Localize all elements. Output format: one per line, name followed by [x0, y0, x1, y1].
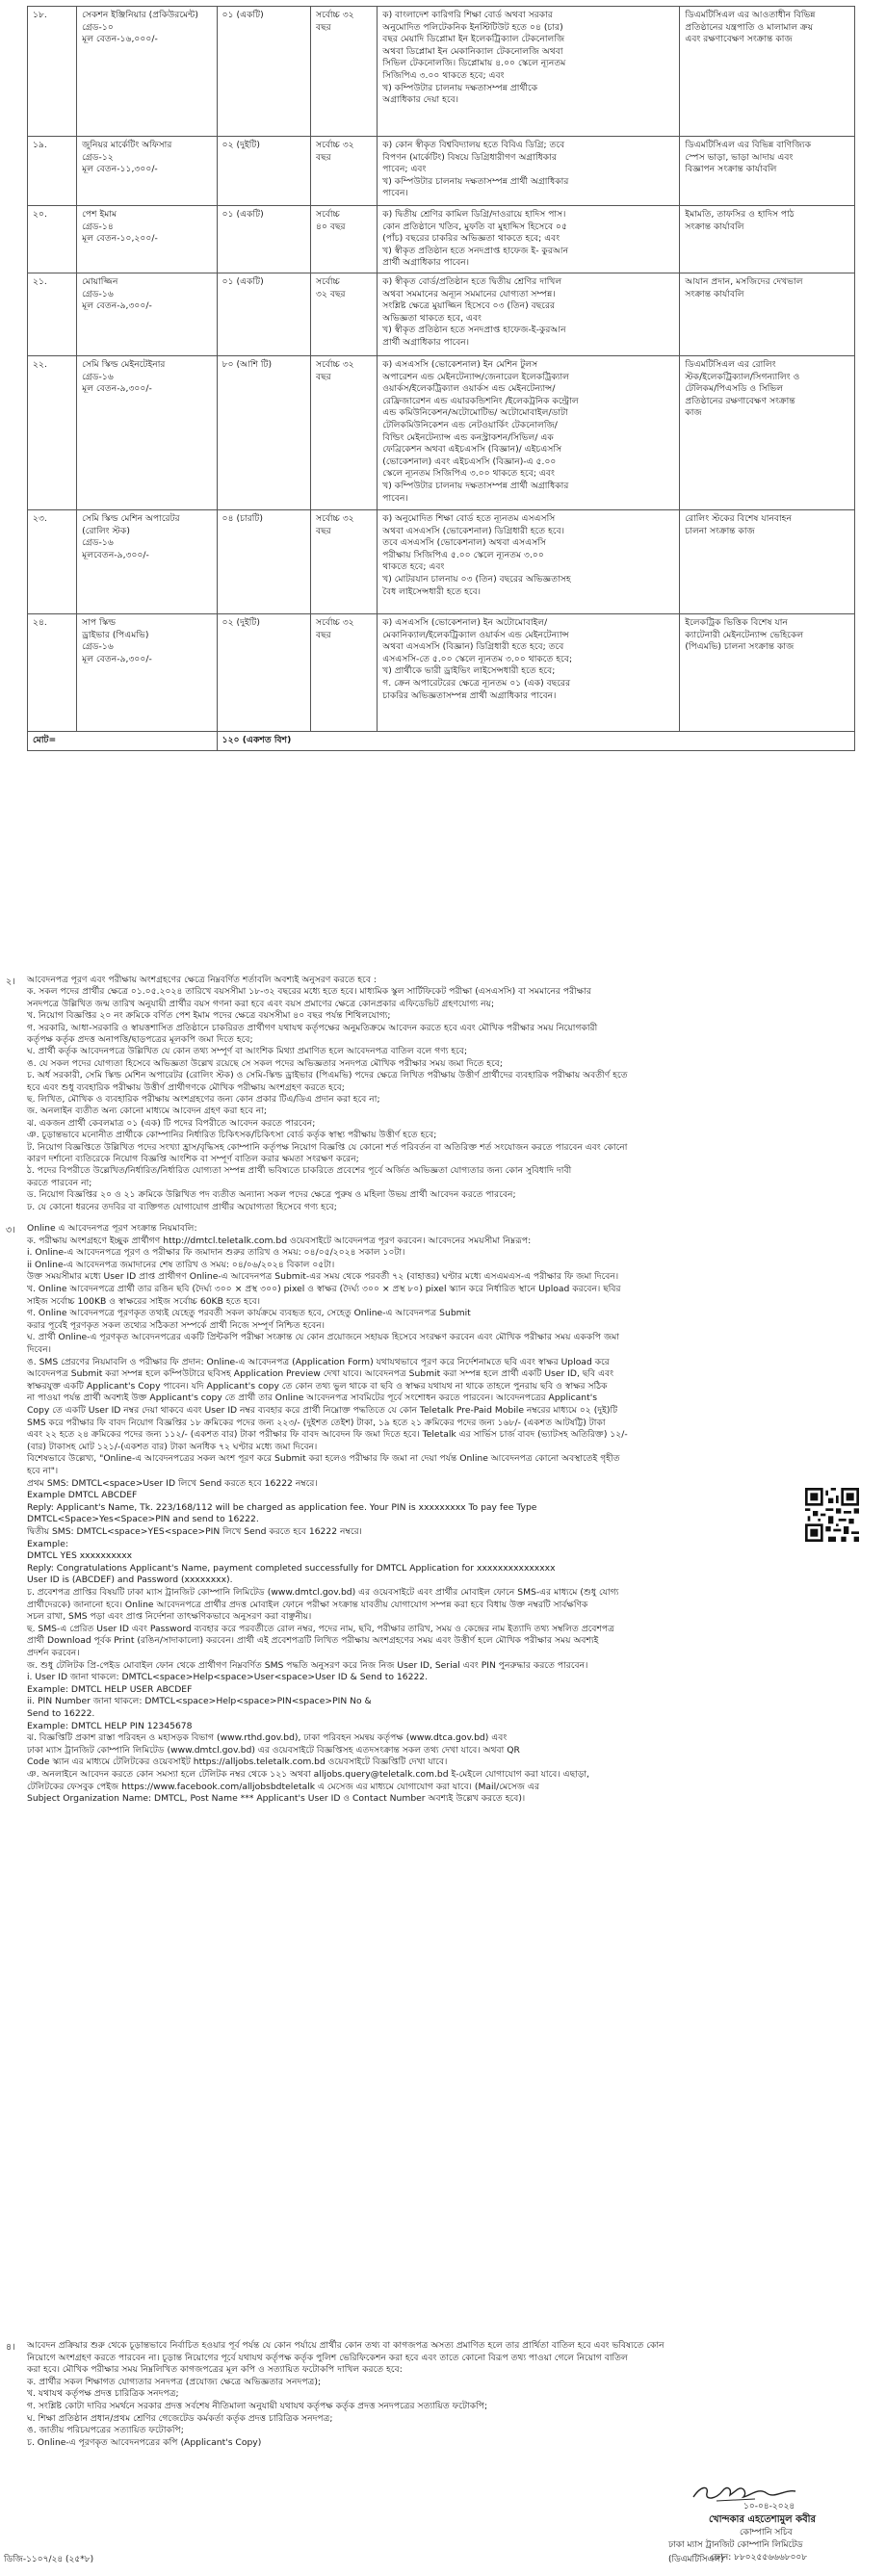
cell-line: মূল বেতন-৯,৩০০/- — [82, 653, 152, 664]
age-limit-cell — [311, 613, 378, 731]
instruction-line: ii Online-এ আবেদনপত্র জমাদানের শেষ তারিখ ও সময়: ০৪/০৬/২০২৪ বিকাল ০৫টা। — [27, 1259, 335, 1270]
duty-cell — [680, 137, 855, 206]
instruction-line: ঙ. SMS প্রেরণের নিয়মাবলি ও পরীক্ষার ফি প্রদান: Online-এ আবেদনপত্র (Application Form) যথাযথভাবে পূরণ করে নির্দেশনামতে ছবি এবং স্বাক্ষর Upload করে — [27, 1356, 610, 1367]
instruction-line: জ. শুধু টেলিটক প্রি-পেইড মোবাইল ফোন থেকে প্রার্থীগণ নিম্নবর্ণিত SMS পদ্ধতি অনুসরণ করে নিজ নিজ User ID, Serial এবং PIN পুনরুদ্ধার করতে পারবেন। — [27, 1659, 588, 1671]
instruction-line: ছ. SMS-এ প্রেরিত User ID এবং Password ব্যবহার করে পরবর্তীতে রোল নম্বর, পদের নাম, ছবি, পরীক্ষার তারিখ, সময় ও কেন্দ্রের নাম ইত্যাদি তথ্য সম্বলিত প্রবেশপত্র — [27, 1623, 614, 1634]
cell-line: স্পেস ভাড়া, ভাড়া আদায় এবং — [685, 151, 794, 163]
organization-name: ঢাকা ম্যাস ট্রানজিট কোম্পানি লিমিটেড (ডিএমটিসিএল) — [668, 2540, 803, 2564]
cell-line: সর্বোচ্চ ৩২ — [316, 10, 354, 20]
cell-line: তবে এসএসসি (ভোকেশনাল) অথবা এসএসসি — [382, 537, 546, 549]
cell-line: ক) বাংলাদেশ কারিগরি শিক্ষা বোর্ড অথবা সরকার — [382, 10, 553, 20]
instruction-line: DMTCL YES xxxxxxxxxx — [27, 1550, 133, 1562]
condition-line: গ. সরকারি, আধা-সরকারি ও স্বায়ত্তশাসিত প্রতিষ্ঠানে চাকরিরত প্রার্থীগণ যথাযথ কর্তৃপক্ষের অনুমতিক্রমে আবেদন করতে হবে এবং মৌখিক পরীক্ষার সময় নিয়োগকারী — [27, 1022, 598, 1033]
cell-line: গ্রেড-১৬ — [82, 641, 114, 653]
instruction-line: এবং ২২ হতে ২৪ ক্রমিকের পদের জন্য ১১২/- (একশত বার) টাকা পরীক্ষার ফি বাবদ আবেদন ফি জমা দিতে হবে। Teletalk এর সার্ভিস চার্জ বাবদ (ভ্যাটসহ অতিরিক্ত) ১২/- — [27, 1429, 628, 1441]
cell-line: গ্রেড-১০ — [82, 21, 114, 33]
cell-line: সেকশন ইঞ্জিনিয়ার (প্রকিউরমেন্ট) — [82, 10, 198, 20]
cell-line: এসএসসি-তে ৫.০০ স্কেলে ন্যূনতম ৩.০০ থাকতে হবে; — [382, 653, 573, 664]
post-count-cell: ০১ (একটি) — [217, 273, 310, 355]
cell-line: টেলিকমিউনিকেশন এন্ড নেটওয়ার্কিং টেকনোলজি/ — [382, 419, 558, 430]
qualification-cell — [378, 206, 680, 273]
post-name-cell — [77, 206, 218, 273]
serial-cell: ২২. — [28, 355, 77, 509]
cell-line: গ্রেড-১৪ — [82, 221, 114, 232]
cell-line: ক্যাটেনারী মেইনটেন্যান্স ভেহিকেল — [685, 629, 804, 640]
condition-line: সনদপত্রে উল্লিখিত জন্ম তারিখ অনুযায়ী প্রার্থীর বয়স গণনা করা হবে এবং বয়স প্রমাণের ক্ষেত্রে কোনপ্রকার এফিডেভিট গ্রহণযোগ্য নয়; — [27, 998, 495, 1009]
cell-line: সর্বোচ্চ ৩২ — [316, 140, 354, 150]
instruction-line: Example: DMTCL HELP PIN 12345678 — [27, 1720, 193, 1731]
instruction-line: উক্ত সময়সীমার মধ্যে User ID প্রাপ্ত প্রার্থীগণ Online-এ আবেদনপত্র Submit-এর সময় থেকে পরবর্তী ৭২ (বাহাত্তর) ঘণ্টার মধ্যে এসএমএস-এ পরীক্ষার ফি জমা দিবেন। — [27, 1271, 619, 1283]
document-line: ঘ. শিক্ষা প্রতিষ্ঠান প্রধান/প্রথম শ্রেণির গেজেটেড কর্মকর্তা কর্তৃক প্রদত্ত চারিত্রিক সনদপত্র; — [27, 2412, 333, 2424]
instruction-line: ঘ. প্রার্থী Online-এ পূরণকৃত আবেদনপত্রের একটি প্রিন্টকপি পরীক্ষা সংক্রান্ত যে কোন প্রয়োজনে সহায়ক হিসেবে সংরক্ষণ করবেন এবং মৌখিক পরীক্ষার সময় এককপি জমা — [27, 1332, 620, 1343]
document-line: ঙ. জাতীয় পরিচয়পত্রের সত্যায়িত ফটোকপি; — [27, 2425, 184, 2436]
duty-cell — [680, 355, 855, 509]
condition-line: ছ. লিখিত, মৌখিক ও ব্যবহারিক পরীক্ষায় অংশগ্রহণের জন্য কোন প্রকার টিএ/ডিএ প্রদান করা হবে না; — [27, 1094, 380, 1105]
cell-line: পাবেন; এবং — [382, 164, 427, 175]
signatory-name: খোন্দকার এহতেশামুল কবীর — [709, 2514, 817, 2525]
cell-line: এবং রক্ষণাবেক্ষণ সংক্রান্ত কাজ — [685, 34, 793, 45]
cell-line: ডিএমটিসিএল এর আওতাধীন বিভিন্ন — [685, 10, 816, 20]
total-value: ১২০ (একশত বিশ) — [217, 731, 854, 750]
cell-line: থাকতে হবে; এবং — [382, 561, 445, 573]
cell-line: মূল বেতন-১১,৩০০/- — [82, 164, 158, 175]
instruction-line: ক. পরীক্ষায় অংশগ্রহণে ইচ্ছুক প্রার্থীগণ http://dmtcl.teletalk.com.bd ওয়েবসাইটে আবেদনপত্র পূরণ করবেন। আবেদনের সময়সীমা নিম্নরূপ: — [27, 1235, 532, 1246]
table-row — [28, 7, 855, 137]
cell-line: (রোলিং স্টক) — [82, 525, 130, 536]
instruction-line: দিবেন। — [27, 1344, 52, 1355]
cell-line: অথবা ডিপ্লোমা ইন মেকানিক্যাল টেকনোলজি অথবা — [382, 45, 563, 57]
signature-date: ১০-০৪-২০২৪ — [743, 2502, 795, 2511]
cell-line: ড্রাইভার (পিএমভি) — [82, 629, 149, 640]
cell-line: সর্বোচ্চ — [316, 275, 340, 287]
instruction-line: Example DMTCL ABCDEF — [27, 1490, 138, 1501]
duty-cell — [680, 613, 855, 731]
cell-line: ক) স্বীকৃত বোর্ড/প্রতিষ্ঠান হতে দ্বিতীয় শ্রেণির দাখিল — [382, 275, 562, 287]
total-label: মোট= — [28, 731, 218, 750]
cell-line: সাপ স্কিল্ড — [82, 616, 117, 628]
qualification-cell — [378, 509, 680, 613]
cell-line: অভিজ্ঞতা থাকতে হবে, এবং — [382, 312, 482, 324]
instruction-line: খ. Online আবেদনপত্রে প্রার্থী তার রঙিন ছবি (দৈর্ঘ্য ৩০০ × প্রস্থ ৩০০) pixel ও স্বাক্ষর (দৈর্ঘ্য ৩০০ × প্রস্থ ৮০) pixel স্ক্যান করে নির্ধারিত স্থানে Upload করবেন। ছবির — [27, 1284, 621, 1294]
cell-line: অপারেশন এন্ড মেইনটেন্যান্স/জেনারেল ইলেকট্রিক্যাল — [382, 371, 569, 382]
condition-line: কর্তৃপক্ষ কর্তৃক প্রদত্ত অনাপত্তি/ছাড়পত্রের মূলকপি জমা দিতে হবে; — [27, 1034, 253, 1045]
post-count-cell: ০১ (একটি) — [217, 206, 310, 273]
instruction-line: প্রার্থী Download পূর্বক Print (রঙিন/সাদাকালো) করবেন। প্রার্থী এই প্রবেশপত্রটি লিখিত পরীক্ষায় অংশগ্রহণের সময় এবং উত্তীর্ণ হলে মৌখিক পরীক্ষার সময় অবশ্যই — [27, 1635, 599, 1647]
section-4-number: ৪। — [6, 2342, 15, 2353]
serial-cell: ২১. — [28, 273, 77, 355]
age-limit-cell — [311, 509, 378, 613]
cell-line: মূল বেতন-৯,৩০০/- — [82, 300, 152, 312]
cell-line: প্রার্থী অগ্রাধিকার পাবেন। — [382, 257, 470, 269]
qualification-cell — [378, 7, 680, 137]
cell-line: প্রতিষ্ঠানের যন্ত্রপাতি ও মালামাল ক্রয় — [685, 21, 814, 33]
cell-line: বিজ্ঞাপন সংক্রান্ত কার্যাবলি — [685, 164, 777, 175]
cell-line: সর্বোচ্চ ৩২ — [316, 512, 354, 524]
instruction-line: সচল রাখা, SMS পড়া এবং প্রাপ্ত নির্দেশনা তাৎক্ষণিকভাবে অনুসরণ করা বাঞ্ছনীয়। — [27, 1611, 312, 1623]
cell-line: সংক্রান্ত কার্যাবলি — [685, 288, 744, 299]
cell-line: এন্ড কমিউনিকেশন/অটোমোটিভ/ অটোমোবাইল/ডাটা — [382, 407, 568, 419]
serial-cell: ১৮. — [28, 7, 77, 137]
cell-line: অথবা এসএসসি (ভোকেশনাল) ডিগ্রিধারী হতে হবে। — [382, 525, 565, 536]
cell-line: মেকানিক্যাল/ইলেকট্রিক্যাল ওয়ার্কস এন্ড মেইনটেন্যান্স — [382, 629, 569, 640]
cell-line: ওয়ার্কস/ইলেকট্রিক্যাল ওয়ার্কস এন্ড মেইনটেন্যান্স/ — [382, 383, 556, 395]
cell-line: সর্বোচ্চ ৩২ — [316, 616, 354, 628]
cell-line: গ্রেড-১৬ — [82, 371, 114, 382]
instruction-line: স্বাক্ষরযুক্ত একটি Applicant's Copy পাবেন। যদি Applicant's copy তে কোন তথ্য ভুল থাকে বা ছবি ও স্বাক্ষর যথাযথ না থাকে তাহলে পুনরায় ছবি ও স্বাক্ষর সঠিক — [27, 1380, 608, 1392]
condition-line: ড. নিয়োগ বিজ্ঞপ্তির ২০ ও ২১ ক্রমিকে উল্লিখিত পদ ব্যতীত অন্যান্য সকল পদের ক্ষেত্রে পুরুষ ও মহিলা উভয় প্রার্থী আবেদন করতে পারবেন; — [27, 1189, 516, 1201]
instruction-line: চ. প্রবেশপত্র প্রাপ্তির বিষয়টি ঢাকা ম্যাস ট্রানজিট কোম্পানি লিমিটেড (www.dmtcl.gov.bd) এর ওয়েবসাইটে এবং প্রার্থীর মোবাইল ফোনে SMS-এর মাধ্যমে (শুধু যোগ্য — [27, 1587, 619, 1598]
cell-line: বৈধ লাইসেন্সধারী হতে হবে। — [382, 585, 482, 597]
instruction-line: i. User ID জানা থাকলে: DMTCL<space>Help<space>User<space>User ID & Send to 16222. — [27, 1672, 429, 1683]
cell-line: অথবা এসএসসি (বিজ্ঞান) ডিগ্রিধারী হতে হবে; তবে — [382, 641, 564, 653]
serial-cell: ১৯. — [28, 137, 77, 206]
document-line: খ. যথাযথ কর্তৃপক্ষ প্রদত্ত চারিত্রিক সনদপত্র; — [27, 2388, 179, 2400]
cell-line: সেমি স্কিল্ড মেশিন অপারেটর — [82, 512, 180, 524]
condition-line: খ. নিয়োগ বিজ্ঞপ্তির ২০ নং ক্রমিকে বর্ণিত পেশ ইমাম পদের ক্ষেত্রে বয়সসীমা ৪০ বছর পর্যন্ত শিথিলযোগ্য; — [27, 1010, 391, 1022]
cell-line: স্টক/ইলেকট্রিক্যাল/সিগন্যালিং ও — [685, 371, 800, 382]
cell-line: ক) অনুমোদিত শিক্ষা বোর্ড হতে ন্যূনতম এসএসসি — [382, 512, 556, 524]
post-name-cell — [77, 355, 218, 509]
table-row — [28, 137, 855, 206]
cell-line: রোলিং স্টকের বিশেষ যানবাহন — [685, 512, 792, 524]
cell-line: গ্রেড-১৬ — [82, 537, 114, 549]
condition-line: ঘ. প্রার্থী কর্তৃক আবেদনপত্রে উল্লিখিত যে কোন তথ্য সম্পূর্ণ বা আংশিক মিথ্যা প্রমাণিত হলে আবেদনপত্র বাতিল বলে গণ্য হবে; — [27, 1046, 468, 1057]
document-line: নিয়োগে অংশগ্রহণ করতে পারবেন না। চূড়ান্ত নিয়োগের পূর্বে যথাযথ কর্তৃপক্ষ কর্তৃক পুলিশ ভেরিফিকেশন করা হবে এবং তাতে কোনো বিরূপ তথ্য পাওয়া গেলে নিয়োগ বাতিল — [27, 2352, 628, 2363]
cell-line: চাকরির অভিজ্ঞতাসম্পন্ন প্রার্থী অগ্রাধিকার পাবেন। — [382, 690, 557, 701]
print-code: ডিজি-১১০৭/২৪ (২৫*৮) — [4, 2555, 94, 2564]
cell-line: ক) এসএসসি (ভোকেশনাল) ইন মেশিন টুলস — [382, 358, 538, 370]
cell-line: ফেব্রিকেশন অথবা এইচএসসি (বিজ্ঞান)/ এইচএসসি — [382, 444, 562, 455]
section-3-number: ৩। — [6, 1225, 15, 1236]
cell-line: ইলেকট্রিক ভিত্তিক বিশেষ যান — [685, 616, 788, 628]
cell-line: প্রার্থী অগ্রাধিকার পাবেন। — [382, 336, 470, 348]
post-name-cell — [77, 137, 218, 206]
instruction-line: হবে না"। — [27, 1466, 59, 1476]
instruction-line: Online এ আবেদনপত্র পূরণ সংক্রান্ত নিয়মাবলি: — [27, 1223, 197, 1234]
cell-line: বছর — [316, 525, 331, 536]
cell-line: পেশ ইমাম — [82, 209, 117, 220]
qr-code-icon — [805, 1488, 859, 1542]
cell-line: খ) কম্পিউটার চালনায় দক্ষতাসম্পন্ন প্রার্থী অগ্রাধিকার — [382, 480, 569, 491]
cell-line: ক) কোন স্বীকৃত বিশ্ববিদ্যালয় হতে বিবিএ ডিগ্রি; তবে — [382, 140, 565, 150]
serial-cell: ২৩. — [28, 509, 77, 613]
cell-line: মূল বেতন-১৬,০০০/- — [82, 34, 158, 45]
instruction-line: (বার) টাকাসহ মোট ১২১/-(একশত বার) টাকা অনধিক ৭২ ঘণ্টার মধ্যে জমা দিবেন। — [27, 1441, 318, 1452]
signatory-title: কোম্পানি সচিব — [740, 2528, 793, 2537]
cell-line: স্কেলে ন্যূনতম সিজিপিএ ৩.০০ থাকতে হবে; এবং — [382, 468, 555, 480]
cell-line: ক) দ্বিতীয় শ্রেণির কামিল ডিগ্রি/দাওরায়ে হাদিস পাস। — [382, 209, 566, 220]
condition-line: ঠ. পদের বিপরীতে উল্লেখিত/নির্ধারিত/নির্ধারিত যোগ্যতা সম্পন্ন প্রার্থী ভবিষ্যতে চাকরিতে প্রবেশের পূর্বে অর্জিত অভিজ্ঞতা যোগ্যতার জন্য কোন সুবিধাদি দাবী — [27, 1165, 572, 1177]
duty-cell — [680, 7, 855, 137]
cell-line: কোন প্রতিষ্ঠানে খতিব, মুফতি বা মুহাদ্দিস হিসেবে ০৫ — [382, 221, 567, 232]
instruction-line: গ. Online আবেদনপত্রে পূরণকৃত তথ্যই যেহেতু পরবর্তী সকল কার্যক্রমে ব্যবহৃত হবে, সেহেতু Online-এ আবেদনপত্র Submit — [27, 1308, 471, 1319]
cell-line: খ) কম্পিউটার চালনায় দক্ষতাসম্পন্ন প্রার্থী অগ্রাধিকার — [382, 175, 569, 187]
instruction-line: প্রথম SMS: DMTCL<space>User ID লিখে Send করতে হবে 16222 নম্বরে। — [27, 1477, 318, 1489]
instruction-line: Copy তে একটি User ID নম্বর দেয়া থাকবে এবং User ID নম্বর ব্যবহার করে প্রার্থী নিম্নোক্ত পদ্ধতিতে যে কোন Teletalk Pre-Paid Mobile নম্বরের মাধ্যমে ০২ (দুই)টি — [27, 1405, 618, 1416]
condition-line: জ. অনলাইন ব্যতীত অন্য কোনো মাধ্যমে আবেদন গ্রহণ করা হবে না; — [27, 1106, 268, 1117]
duty-cell — [680, 509, 855, 613]
cell-line: ইমামতি, তাফসির ও হাদিস পাঠ — [685, 209, 795, 220]
cell-line: বছর — [316, 371, 331, 382]
qualification-cell — [378, 273, 680, 355]
cell-line: চালনা সংক্রান্ত কাজ — [685, 525, 755, 536]
serial-cell: ২০. — [28, 206, 77, 273]
post-count-cell: ৮০ (আশি টি) — [217, 355, 310, 509]
cell-line: সংক্রান্ত কার্যাবলি — [685, 221, 744, 232]
cell-line: মূলবেতন-৯,৩০০/- — [82, 549, 149, 560]
post-name-cell — [77, 613, 218, 731]
instruction-line: দ্বিতীয় SMS: DMTCL<space>YES<space>PIN লিখে Send করতে হবে 16222 নম্বরে। — [27, 1526, 362, 1537]
age-limit-cell — [311, 7, 378, 137]
cell-line: অগ্রাধিকার দেয়া হবে। — [382, 94, 459, 106]
document-line: আবেদন প্রক্রিয়ার শুরু থেকে চূড়ান্তভাবে নির্বাচিত হওয়ার পূর্ব পর্যন্ত যে কোন পর্যায়ে প্রার্থীর কোন তথ্য বা কাগজপত্র অসত্য প্রমাণিত হলে তার প্রার্থিতা বাতিল হবে এবং ভবিষ্যতে কোন — [27, 2340, 664, 2351]
condition-line: আবেদনপত্র পূরণ এবং পরীক্ষায় অংশগ্রহণের ক্ষেত্রে নিম্নবর্ণিত শর্তাবলি অবশ্যই অনুসরণ করতে হবে : — [27, 975, 378, 985]
cell-line: কাজ — [685, 407, 702, 419]
cell-line: বিপণন (মার্কেটিং) বিষয়ে ডিগ্রিধারীগণ অগ্রাধিকার — [382, 151, 557, 163]
table-row — [28, 509, 855, 613]
cell-line: বছর — [316, 629, 331, 640]
cell-line: খ) মোটরযান চালনায় ০৩ (তিন) বছরের অভিজ্ঞতাসহ — [382, 573, 571, 585]
instruction-line: Reply: Applicant's Name, Tk. 223/168/112 will be charged as application fee. Your PIN is xxxxxxxxx To pay fee Type — [27, 1501, 537, 1513]
cell-line: (পাঁচ) বছরের চাকরির অভিজ্ঞতা থাকতে হবে; এবং — [382, 233, 560, 245]
instruction-line: টেলিটকের ফেসবুক পেইজ https://www.facebook.com/alljobsbdteletalk এ মেসেজ এর মাধ্যমে যোগাযোগ করা যাবে। (Mail/মেসেজ এর — [27, 1781, 539, 1792]
instruction-line: করার পূর্বেই পূরণকৃত সকল তথ্যের সঠিকতা সম্পর্কে প্রার্থী নিজে সম্পূর্ণ নিশ্চিত হবেন। — [27, 1319, 326, 1331]
age-limit-cell — [311, 273, 378, 355]
cell-line: পরীক্ষায় সিজিপিএ ৫.০০ স্কেলে ন্যূনতম ৩.০০ — [382, 549, 544, 560]
condition-line: ঝ. একজন প্রার্থী কেবলমাত্র ০১ (এক) টি পদের বিপরীতে আবেদন করতে পারবেন; — [27, 1117, 316, 1129]
instruction-line: Send to 16222. — [27, 1708, 95, 1719]
cell-line: সিভিল টেকনোলজি। ডিপ্লোমায় ৪.০০ স্কেলে ন্যূনতম — [382, 58, 566, 69]
instruction-line: আবেদনপত্র Submit করা সম্পন্ন হলে কম্পিউটারে ছবিসহ Application Preview দেখা যাবে। আবেদনপত্র Submit করা সম্পন্ন হলে প্রার্থী একটি User ID, ছবি এবং — [27, 1368, 614, 1380]
instruction-line: ঝ. বিজ্ঞপ্তিটি প্রকাশ রাস্তা পরিবহন ও মহাসড়ক বিভাগ (www.rthd.gov.bd), ঢাকা পরিবহন সমন্বয় কর্তৃপক্ষ (www.dtca.gov.bd) এবং — [27, 1732, 508, 1744]
instruction-line: Example: — [27, 1538, 68, 1549]
instruction-line: DMTCL<Space>Yes<Space>PIN and send to 16222. — [27, 1514, 259, 1525]
instruction-line: ঞ. অনলাইনে আবেদন করতে কোন সমস্যা হলে টেলিটক নম্বর থেকে ১২১ অথবা alljobs.query@teletalk.com.bd ই-মেইলে যোগাযোগ করা যাবে। এছাড়া, — [27, 1769, 589, 1780]
cell-line: পাবেন। — [382, 188, 408, 199]
cell-line: বছর মেয়াদি ডিপ্লোমা ইন ইলেকট্রিক্যাল টেকনোলজি — [382, 34, 565, 45]
age-limit-cell — [311, 355, 378, 509]
table-row — [28, 613, 855, 731]
posts-table — [27, 6, 855, 751]
document-line: করা হবে। মৌখিক পরীক্ষার সময় নিম্নলিখিত কাগজপত্রের মূল কপি ও সত্যায়িত ফটোকপি দাখিল করতে হবে: — [27, 2364, 403, 2376]
cell-line: সর্বোচ্চ ৩২ — [316, 358, 354, 370]
instruction-line: i. Online-এ আবেদনপত্রে পূরণ ও পরীক্ষার ফি জমাদান শুরুর তারিখ ও সময়: ০৪/০৫/২০২৪ সকাল ১০টা। — [27, 1247, 405, 1259]
cell-line: ৪০ বছর — [316, 221, 346, 232]
cell-line: অনুমোদিত পলিটেকনিক ইনস্টিটিউট হতে ০৪ (চার) — [382, 21, 563, 33]
cell-line: মোয়াজ্জিন — [82, 275, 118, 287]
cell-line: ডিএমটিসিএল এর বিভিন্ন বাণিজ্যিক — [685, 140, 812, 150]
cell-line: গ. ক্রেন অপারেটরের ক্ষেত্রে ন্যূনতম ০১ (এক) বছরের — [382, 677, 571, 689]
post-name-cell — [77, 509, 218, 613]
table-row — [28, 273, 855, 355]
cell-line: রেফ্রিজারেশন এন্ড এয়ারকন্ডিশনিং /ইলেকট্রনিক কন্ট্রোল — [382, 395, 579, 406]
cell-line: সর্বোচ্চ — [316, 209, 340, 220]
cell-line: গ্রেড-১২ — [82, 151, 114, 163]
condition-line: হবে এবং শুধু ব্যবহারিক পরীক্ষায় উত্তীর্ণ প্রার্থীগণকে মৌখিক পরীক্ষায় অংশগ্রহণ করতে হবে; — [27, 1081, 345, 1093]
document-line: গ. সংশ্লিষ্ট কোটা দাবির সমর্থনে সরকার প্রদত্ত সর্বশেষ নীতিমালা অনুযায়ী যথাযথ কর্তৃপক্ষ কর্তৃক প্রদত্ত সনদপত্রের সত্যায়িত ফটোকপি; — [27, 2401, 488, 2411]
cell-line: সংশ্লিষ্ট ক্ষেত্রে মুয়াজ্জিন হিসেবে ০৩ (তিন) বছরের — [382, 300, 556, 312]
instruction-line: প্রদর্শন করবেন। — [27, 1648, 80, 1658]
condition-line: ঞ. চূড়ান্তভাবে মনোনীত প্রার্থীকে কোম্পানির নির্ধারিত চিকিৎসক/চিকিৎসা বোর্ড কর্তৃক স্বাস্থ্য পরীক্ষায় উত্তীর্ণ হতে হবে; — [27, 1130, 437, 1141]
condition-line: ট. নিয়োগ বিজ্ঞপ্তিতে উল্লিখিত পদের সংখ্যা হ্রাস/বৃদ্ধিসহ কোম্পানি কর্তৃপক্ষ নিয়োগ বিজ্ঞপ্তি যে কোনো শর্ত পরিবর্তন বা অতিরিক্ত শর্ত সংযোজন করতে পারবেন এবং কোনো — [27, 1141, 628, 1153]
instruction-line: সাইজ সর্বোচ্চ 100KB ও স্বাক্ষরের সাইজ সর্বোচ্চ 60KB হতে হবে। — [27, 1295, 261, 1307]
instruction-line: Example: DMTCL HELP USER ABCDEF — [27, 1683, 193, 1695]
post-name-cell — [77, 273, 218, 355]
cell-line: (পিএমভি) চালনা সংক্রান্ত কাজ — [685, 641, 795, 653]
organization-phone: ফোন: ৮৮০২৫৫৬৬৬৮০০৮ — [711, 2553, 808, 2563]
qualification-cell — [378, 137, 680, 206]
condition-line: চ. অর্ধ সরকারী, সেমি স্কিল্ড মেশিন অপারেটর (রোলিং স্টক) ও সেমি-স্কিল্ড ড্রাইভার (পিএমভি) পদের ক্ষেত্রে লিখিত পরীক্ষায় উত্তীর্ণ প্রার্থীদের ব্যবহারিক পরীক্ষায় অবতীর্ণ হতে — [27, 1070, 628, 1081]
post-count-cell: ০২ (দুইটি) — [217, 137, 310, 206]
cell-line: সেমি স্কিল্ড মেইনটেইনার — [82, 358, 166, 370]
post-count-cell: ০১ (একটি) — [217, 7, 310, 137]
instruction-line: বিশেষভাবে উল্লেখ্য, "Online-এ আবেদনপত্রের সকল অংশ পূরণ করে Submit করা হলেও পরীক্ষার ফি জমা না দেয়া পর্যন্ত Online আবেদনপত্র কোনো অবস্থাতেই গৃহীত — [27, 1453, 620, 1465]
instruction-line: Code স্ক্যান এর মাধ্যমে টেলিটকের ওয়েবসাইট https://alljobs.teletalk.com.bd ওয়েবসাইটে বিজ্ঞপ্তিটি দেখা যাবে। — [27, 1756, 448, 1768]
total-row — [28, 731, 855, 750]
cell-line: ডিএমটিসিএল এর রোলিং — [685, 358, 776, 370]
section-2-number: ২। — [6, 976, 15, 987]
cell-line: সিজিপিএ ৩.০০ থাকতে হবে; এবং — [382, 69, 505, 81]
condition-line: ঙ. যে সকল পদের যোগ্যতা হিসেবে অভিজ্ঞতা উল্লেখ রয়েছে সে সকল পদের অভিজ্ঞতার সনদপত্র মৌখিক পরীক্ষার সময় জমা দিতে হবে; — [27, 1057, 503, 1069]
condition-line: করতে পারবেন না; — [27, 1177, 92, 1188]
cell-line: গ্রেড-১৬ — [82, 288, 114, 299]
qualification-cell — [378, 613, 680, 731]
post-count-cell: ০৪ (চারটি) — [217, 509, 310, 613]
cell-line: খ) স্বীকৃত প্রতিষ্ঠান হতে সনদপ্রাপ্ত হাফেজ-ই-কুরআন — [382, 325, 566, 336]
age-limit-cell — [311, 137, 378, 206]
document-line: চ. Online-এ পূরণকৃত আবেদনপত্রের কপি (Applicant's Copy) — [27, 2436, 262, 2448]
cell-line: খ) প্রার্থীকে ভারী ড্রাইভিং লাইসেন্সধারী হতে হবে; — [382, 665, 556, 677]
table-row — [28, 355, 855, 509]
cell-line: খ) কম্পিউটার চালনায় দক্ষতাসম্পন্ন প্রার্থীকে — [382, 82, 538, 93]
cell-line: ক) এসএসসি (ভোকেশনাল) ইন অটোমোবাইল/ — [382, 616, 548, 628]
instruction-line: ii. PIN Number জানা থাকলে: DMTCL<space>Help<space>PIN<space>PIN No & — [27, 1696, 372, 1707]
instruction-line: না পাওয়া পর্যন্ত প্রার্থী অবশ্যই উক্ত Applicant's copy তে প্রার্থী তার Online আবেদনপত্র সাবমিটের পূর্বে সংশোধন করতে পারবেন। আবেদনপত্রের Applicant's — [27, 1392, 598, 1404]
cell-line: আযান প্রদান, মসজিদের দেখভাল — [685, 275, 803, 287]
cell-line: বছর — [316, 21, 331, 33]
instruction-line: SMS করে পরীক্ষার ফি বাবদ নিয়োগ বিজ্ঞপ্তির ১৮ ক্রমিকের পদের জন্য ২২৩/- (দুইশত তেইশ) টাকা, ১৯ হতে ২১ ক্রমিকের পদের জন্য ১৬৮/- (একশত আটষট্টি) টাকা — [27, 1417, 606, 1428]
instruction-line: Subject Organization Name: DMTCL, Post Name *** Applicant's User ID ও Contact Number অবশ্যই উল্লেখ করতে হবে)। — [27, 1793, 526, 1805]
cell-line: বছর — [316, 151, 331, 163]
cell-line: প্রতিষ্ঠানের রক্ষণাবেক্ষণ সংক্রান্ত — [685, 395, 795, 406]
cell-line: টেলিকম/পিএসডি ও সিভিল — [685, 383, 784, 395]
instruction-line: ঢাকা ম্যাস ট্রানজিট কোম্পানি লিমিটেড (www.dmtcl.gov.bd) এর ওয়েবসাইটে বিজ্ঞপ্তিসহ এতদসংক্রান্ত সকল তথ্য দেখা যাবে। অথবা QR — [27, 1744, 520, 1756]
cell-line: মূল বেতন-১০,২০০/- — [82, 233, 158, 245]
condition-line: কারণ দর্শানো ব্যতিরেকে নিয়োগ বিজ্ঞপ্তি আংশিক বা সম্পূর্ণ বাতিল করার ক্ষমতা সংরক্ষণ করেন; — [27, 1154, 359, 1164]
instruction-line: User ID is (ABCDEF) and Password (xxxxxxxx). — [27, 1574, 233, 1586]
post-count-cell: ০২ (দুইটি) — [217, 613, 310, 731]
age-limit-cell — [311, 206, 378, 273]
cell-line: ৩২ বছর — [316, 288, 346, 299]
qualification-cell — [378, 355, 680, 509]
condition-line: ক. সকল পদের প্রার্থীর ক্ষেত্রে ০১.০৫.২০২৪ তারিখে বয়সসীমা ১৮-৩২ বছরের মধ্যে হতে হবে। মাধ্যমিক স্কুল সার্টিফিকেট পরীক্ষা (এসএসসি) বা সমমানের পরীক্ষার — [27, 986, 591, 998]
cell-line: মূল বেতন-৯,৩০০/- — [82, 383, 152, 395]
cell-line: (ভোকেশনাল) এবং এইচএসসি (বিজ্ঞান)-এ ৫.০০ — [382, 455, 557, 467]
cell-line: বিল্ডিং মেইনটেন্যান্স এন্ড কনস্ট্রাকশন/সিভিল/ এক — [382, 431, 554, 443]
duty-cell — [680, 273, 855, 355]
table-row — [28, 206, 855, 273]
cell-line: খ) স্বীকৃত প্রতিষ্ঠান হতে সনদপ্রাপ্ত হাফেজ ই- কুরআন — [382, 245, 569, 256]
cell-line: পাবেন। — [382, 492, 408, 504]
cell-line: জুনিয়র মার্কেটিং অফিসার — [82, 140, 172, 150]
condition-line: ঢ. যে কোনো ধরনের তদবির বা ব্যক্তিগত যোগাযোগ প্রার্থীর অযোগ্যতা হিসেবে গণ্য হবে; — [27, 1201, 337, 1212]
instruction-line: প্রার্থীদেরকে) জানানো হবে। Online আবেদনপত্রে প্রার্থীর প্রদত্ত মোবাইল ফোনে পরীক্ষা সংক্রান্ত যাবতীয় যোগাযোগ সম্পন্ন করা হবে বিধায় উক্ত নম্বরটি সার্বক্ষণিক — [27, 1599, 588, 1610]
duty-cell — [680, 206, 855, 273]
document-line: ক. প্রার্থীর সকল শিক্ষাগত যোগ্যতার সনদপত্র (প্রযোজ্য ক্ষেত্রে অভিজ্ঞতার সনদপত্র); — [27, 2376, 322, 2387]
serial-cell: ২৪. — [28, 613, 77, 731]
post-name-cell — [77, 7, 218, 137]
instruction-line: Reply: Congratulations Applicant's Name, payment completed successfully for DMTCL Application for xxxxxxxxxxxxxxx — [27, 1562, 556, 1574]
cell-line: অথবা সমমানের অন্যূন সমমানের যোগ্যতা সম্পন্ন। — [382, 288, 556, 299]
